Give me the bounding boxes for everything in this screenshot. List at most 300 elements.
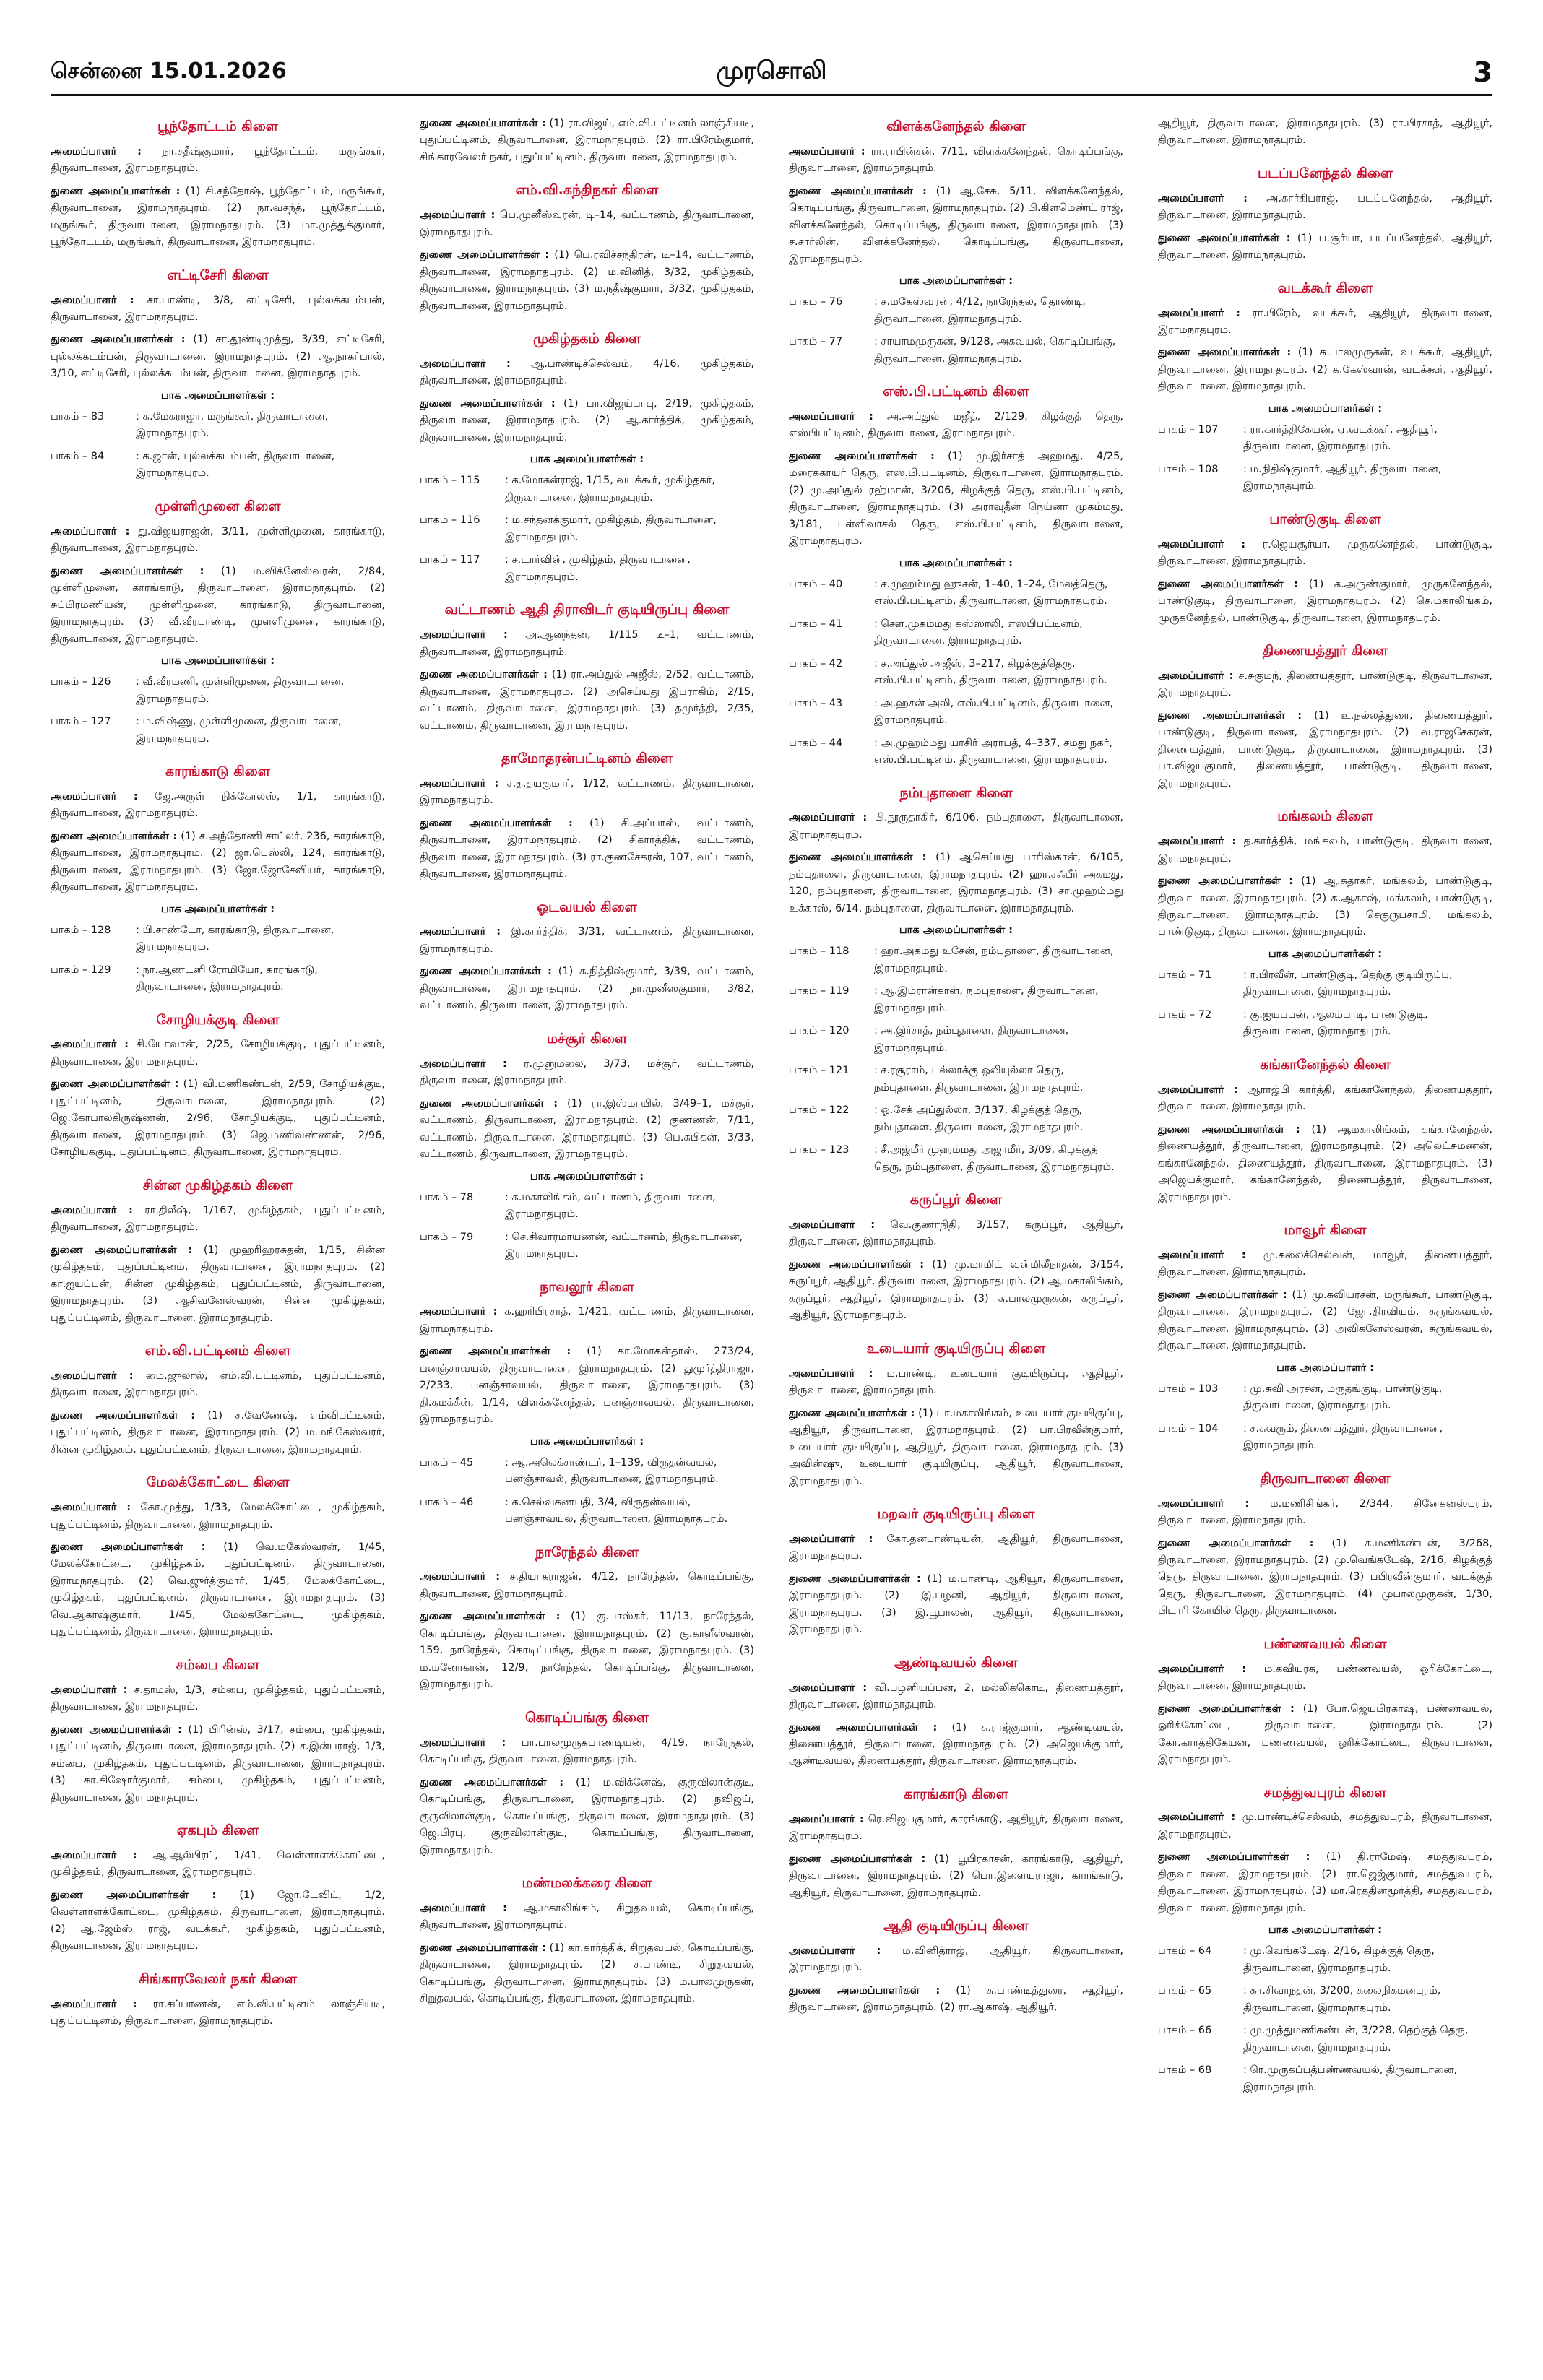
booth-member: : ச.மகேஸ்வரன், 4/12, நாரேந்தல், தொண்டி, திருவாடானை, இராமநாதபுரம். xyxy=(874,296,1086,325)
branch-section xyxy=(1158,116,1492,150)
branch-section xyxy=(420,116,754,166)
member-entry xyxy=(51,144,385,178)
member-details: ரெ.விஜயகுமார், காரங்காடு, ஆதியூர், திருவாடானை, இராமநாதபுரம். xyxy=(789,1813,1123,1843)
booth-member: : நா.ஆண்டனி ரோமியோ, காரங்காடு, திருவாடானை, இராமநாதபுரம். xyxy=(136,964,318,993)
branch-title: எஸ்.பி.பட்டினம் கிளை xyxy=(883,384,1029,400)
role-label: துணை அமைப்பாளர்கள் : xyxy=(51,1889,217,1901)
booth-member: : க.செல்வகணபதி, 3/4, விருதன்வயல், பனஞ்சாவயல், திருவாடானை, இராமநாதபுரம். xyxy=(505,1496,728,1526)
branch-section xyxy=(51,1474,385,1641)
branch-section xyxy=(789,1341,1123,1490)
member-details: அ.கார்கிபராஜ், படப்பனேந்தல், ஆதியூர், திருவாடானை, இராமநாதபுரம். xyxy=(1158,192,1492,222)
booth-heading: பாக அமைப்பாளர்கள் : xyxy=(899,557,1013,569)
branch-section xyxy=(51,498,385,748)
branch-title: திருவாடானை கிளை xyxy=(1260,1470,1391,1487)
member-details: (1) ஆசெய்யது பாரிஸ்கான், 6/105, நம்புதாளை, திருவாடானை, இராமநாதபுரம். (2) ஹா.சஃபீர் அகமது, 120, நம்புதாளை, திருவாடானை, இராமநாதபுரம். (3) சா.முஹம்மது உக்காஸ், 6/14, நம்புதாளை, திருவாடானை, இராமநாதபுரம். xyxy=(789,852,1123,914)
booth-row xyxy=(1158,422,1492,456)
member-entry xyxy=(1158,1122,1492,1206)
member-details: (1) ஆ.சேசு, 5/11, விளக்கனேந்தல், கொடிப்பங்கு, திருவாடானை, இராமநாதபுரம். (2) பி.கிளமெண்ட் ராஜ், விளக்கனேந்தல், கொடிப்பங்கு, திருவாடானை, இராமநாதபுரம். (3) ச.சார்லின், விளக்கனேந்தல், கொடிப்பங்கு, திருவாடானை, இராமநாதபுரம். xyxy=(789,185,1123,265)
member-entry xyxy=(789,1406,1123,1490)
role-label: அமைப்பாளர் : xyxy=(1158,1663,1247,1675)
branch-section xyxy=(789,1192,1123,1325)
member-details: ம.பாண்டி, உடையார் குடியிருப்பு, ஆதியூர், திருவாடானை, இராமநாதபுரம். xyxy=(789,1367,1123,1397)
member-details: (1) சி.அப்பாஸ், வட்டாணம், திருவாடானை, இராமநாதபுரம். (2) சிகார்த்திக், வட்டாணம், திருவாடானை, இராமநாதபுரம். (3) ரா.குணசேகரன், 107, வட்டாணம், திருவாடானை, இராமநாதபுரம். xyxy=(420,817,754,880)
role-label: அமைப்பாளர் : xyxy=(1158,1497,1250,1510)
member-entry xyxy=(1158,1496,1492,1530)
role-label: அமைப்பாளர் : xyxy=(789,410,873,423)
booth-member: : அ.இர்சாத், நம்புதாளை, திருவாடானை, இராமநாதபுரம். xyxy=(874,1025,1069,1054)
paper-name: முரசொலி xyxy=(716,56,827,85)
member-entry xyxy=(51,1242,385,1327)
member-details: கோ.தனபாண்டியன், ஆதியூர், திருவாடானை, இராமநாதபுரம். xyxy=(789,1533,1123,1562)
role-label: துணை அமைப்பாளர்கள் : xyxy=(789,852,927,864)
role-label: துணை அமைப்பாளர்கள் : xyxy=(51,1078,179,1091)
member-entry xyxy=(420,1096,754,1164)
booth-member: : ஓ.சேக் அப்துல்லா, 3/137, கிழக்குத் தெரு, நம்புதாளை, திருவாடானை, இராமநாதபுரம். xyxy=(874,1104,1084,1133)
member-details: மை.ஜுலால், எம்.வி.பட்டினம், புதுப்பட்டினம், திருவாடானை, இராமநாதபுரம். xyxy=(51,1369,385,1399)
booth-number: பாகம் – 68 xyxy=(1158,2064,1212,2077)
member-entry xyxy=(1158,708,1492,792)
role-label: துணை அமைப்பாளர்கள் : xyxy=(420,1097,558,1109)
branch-title: எட்டிசேரி கிளை xyxy=(167,267,269,283)
branch-title: தாமோதரன்பட்டினம் கிளை xyxy=(501,750,673,766)
member-entry xyxy=(420,356,754,390)
member-entry xyxy=(420,1900,754,1934)
member-entry xyxy=(789,409,1123,443)
branch-title: மேலக்கோட்டை கிளை xyxy=(146,1474,290,1491)
booth-row xyxy=(420,1229,754,1263)
member-details: (1) ஆ.சுதாகர், மங்கலம், பாண்டுகுடி, திருவாடானை, இராமநாதபுரம். (2) சு.ஆகாஷ், மங்கலம், பாண்டுகுடி, திருவாடானை, இராமநாதபுரம். (3) செகுருபசாமி, மங்கலம், பாண்டுகுடி, திருவாடானை, இராமநாதபுரம். xyxy=(1158,875,1492,938)
booth-heading: பாக அமைப்பாளர்கள் : xyxy=(530,1435,644,1448)
member-entry xyxy=(1158,1701,1492,1769)
member-details: கோ.முத்து, 1/33, மேலக்கோட்டை, முகிழ்தகம், புதுப்பட்டினம், திருவாடானை, இராமநாதபுரம். xyxy=(51,1502,385,1531)
column-2 xyxy=(420,116,754,2351)
role-label: அமைப்பாளர் : xyxy=(789,1367,873,1380)
branch-section xyxy=(1158,1636,1492,1769)
role-label: அமைப்பாளர் : xyxy=(51,525,130,537)
role-label: துணை அமைப்பாளர்கள் : xyxy=(51,1244,193,1256)
booth-member: : ரெ.முருகப்பத்பண்ணவயல், திருவாடானை, இராமநாதபுரம். xyxy=(1243,2064,1458,2093)
member-entry xyxy=(1158,345,1492,395)
booth-member: : மு.வெங்கடேஷ், 2/16, கிழக்குத் தெரு, திருவாடானை, இராமநாதபுரம். xyxy=(1243,1945,1435,1974)
role-label: அமைப்பாளர் : xyxy=(51,1684,128,1696)
booth-member: : ம.சந்தனக்குமார், முகிழ்தம், திருவாடானை, இராமநாதபுரம். xyxy=(505,514,717,543)
branch-title: உடையார் குடியிருப்பு கிளை xyxy=(866,1340,1046,1356)
booth-number: பாகம் – 79 xyxy=(420,1231,474,1243)
member-entry xyxy=(420,1056,754,1090)
role-label: அமைப்பாளர் : xyxy=(51,1204,133,1216)
member-entry xyxy=(420,207,754,241)
branch-title: கங்கானேந்தல் கிளை xyxy=(1260,1056,1391,1073)
booth-number: பாகம் – 108 xyxy=(1158,463,1219,475)
branch-section xyxy=(51,1343,385,1458)
member-details: ச.தாமஸ், 1/3, சம்பை, முகிழ்தகம், புதுப்பட்டினம், திருவாடானை, இராமநாதபுரம். xyxy=(51,1684,385,1713)
branch-title: நம்புதாளை கிளை xyxy=(899,784,1013,801)
member-details: (1) சு.பாலமுருகன், வடக்கூர், ஆதியூர், திருவாடானை, இராமநாதபுரம். (2) க.கேஸ்வரன், வடக்கூர், ஆதியூர், திருவாடானை, இராமநாதபுரம். xyxy=(1158,347,1492,393)
booth-number: பாகம் – 41 xyxy=(789,618,843,630)
role-label: துணை அமைப்பாளர்கள் : xyxy=(420,118,546,129)
branch-section xyxy=(420,1710,754,1859)
branch-section xyxy=(1158,1785,1492,2097)
member-details: ஆராஜ்பி கார்த்தி, கங்கானேந்தல், திணையத்தூர், திருவாடானை, இராமநாதபுரம். xyxy=(1158,1083,1492,1113)
date-line: சென்னை 15.01.2026 xyxy=(51,58,287,84)
booth-number: பாகம் – 83 xyxy=(51,410,105,423)
member-details: ஆ.ஆல்பிரட், 1/41, வெள்ளாளக்கோட்டை, முகிழ்தகம், திருவாடானை, இராமநாதபுரம். xyxy=(51,1849,385,1879)
member-entry xyxy=(420,776,754,810)
member-entry xyxy=(1158,191,1492,225)
member-entry xyxy=(51,524,385,558)
branch-section xyxy=(420,331,754,586)
member-entry xyxy=(789,1366,1123,1400)
booth-number: பாகம் – 115 xyxy=(420,475,480,487)
branch-title: சம்பை கிளை xyxy=(176,1656,260,1673)
booth-row xyxy=(789,1142,1123,1176)
booth-member: : ரா.கார்த்திகேயன், ஏ.வடக்கூர், ஆதியூர், திருவாடானை, இராமநாதபுரம். xyxy=(1243,423,1438,453)
member-entry xyxy=(51,828,385,896)
role-label: துணை அமைப்பாளர்கள் : xyxy=(51,565,204,577)
branch-title: எம்.வி.பட்டினம் கிளை xyxy=(144,1343,291,1359)
booth-row xyxy=(1158,1943,1492,1977)
booth-member: : கா.சிவாநதன், 3/200, கலைநிகமனபுரம், திருவாடானை, இராமநாதபுரம். xyxy=(1243,1985,1441,2014)
role-label: அமைப்பாளர் : xyxy=(789,1813,864,1825)
booth-member: : ஆ.அலெக்சாண்டர், 1–139, விருதன்வயல், பனஞ்சாவல், திருவாடானை, இராமநாதபுரம். xyxy=(505,1456,719,1486)
member-entry xyxy=(789,1531,1123,1565)
booth-row xyxy=(1158,1983,1492,2017)
booth-row xyxy=(789,616,1123,650)
member-entry xyxy=(1158,537,1492,571)
role-label: அமைப்பாளர் : xyxy=(420,777,499,789)
booth-number: பாகம் – 77 xyxy=(789,336,843,348)
column-4 xyxy=(1158,116,1492,2351)
role-label: அமைப்பாளர் : xyxy=(51,1849,137,1861)
branch-section xyxy=(51,1177,385,1327)
member-details: அ.ஆனந்தன், 1/115 டீ–1, வட்டாணம், திருவாடானை, இராமநாதபுரம். xyxy=(420,629,754,658)
booth-row xyxy=(51,674,385,708)
branch-section xyxy=(51,1657,385,1806)
member-details: ர.ஜெயசூர்யா, முருகனேந்தல், பாண்டுகுடி, திருவாடானை, இராமநாதபுரம். xyxy=(1158,538,1492,568)
role-label: அமைப்பாளர் : xyxy=(51,1998,137,2010)
booth-number: பாகம் – 42 xyxy=(789,657,843,670)
branch-section xyxy=(789,785,1123,1177)
member-details: (1) சு.பாண்டித்துரை, ஆதியூர், திருவாடானை, இராமநாதபுரம். (2) ரா.ஆகாஷ், ஆதியூர், xyxy=(789,1984,1123,2014)
role-label: துணை அமைப்பாளர்கள் : xyxy=(1158,1289,1287,1301)
booth-member: : ம.விஷ்ணு, முள்ளிமுனை, திருவாடானை, இராமநாதபுரம். xyxy=(136,716,342,745)
branch-title: பண்ணவயல் கிளை xyxy=(1263,1635,1387,1652)
member-details: (1) மு.இர்சாத் அஹமது, 4/25, மரைக்காயர் தெரு, எஸ்.பி.பட்டினம், திருவாடானை, இராமநாதபுரம். (2) மு.அப்துல் ரஹ்மான், 3/206, கிழக்குத் தெரு, எஸ்.பி.பட்டினம், திருவாடானை, இராமநாதபுரம். (3) அராவுதீன் நெய்னா முகம்மது, 3/181, பள்ளிவாசல் தெரு, எஸ்.பி.பட்டினம், திருவாடானை, இராமநாதபுரம். xyxy=(789,450,1123,548)
booth-number: பாகம் – 104 xyxy=(1158,1422,1219,1435)
role-label: துணை அமைப்பாளர்கள் : xyxy=(420,1942,546,1954)
member-entry xyxy=(1158,576,1492,627)
booth-number: பாகம் – 46 xyxy=(420,1496,474,1508)
member-entry xyxy=(1158,306,1492,339)
role-label: அமைப்பாளர் : xyxy=(1158,307,1240,319)
page-number: 3 xyxy=(1473,56,1492,88)
member-details: ஆ.மகாலிங்கம், சிறுதவயல், கொடிப்பங்கு, திருவாடானை, இராமநாதபுரம். xyxy=(420,1902,754,1931)
branch-title: திணையத்தூர் கிளை xyxy=(1262,643,1388,659)
member-entry xyxy=(420,396,754,446)
branch-section xyxy=(51,1012,385,1161)
branch-title: பாண்டுகுடி கிளை xyxy=(1269,511,1381,527)
member-details: ஆதியூர், திருவாடானை, இராமநாதபுரம். (3) ரா.பிரசாத், ஆதியூர், திருவாடானை, இராமநாதபுரம். xyxy=(1158,118,1492,147)
role-label: துணை அமைப்பாளர்கள் : xyxy=(51,185,181,197)
booth-member: : அ.ஹசன் அலி, எஸ்.பி.பட்டினம், திருவாடானை, இராமநாதபுரம். xyxy=(874,697,1114,727)
booth-member: : ஹா.அகமது உசேன், நம்புதாளை, திருவாடானை, இராமநாதபுரம். xyxy=(874,945,1114,974)
member-entry xyxy=(1158,1849,1492,1917)
role-label: துணை அமைப்பாளர்கள் : xyxy=(51,1541,206,1553)
branch-section xyxy=(1158,280,1492,496)
role-label: துணை அமைப்பாளர்கள் : xyxy=(1158,232,1291,244)
booth-row xyxy=(420,1190,754,1224)
branch-section xyxy=(420,1279,754,1528)
booth-row xyxy=(51,962,385,996)
member-details: ச.த.தயகுமார், 1/12, வட்டாணம், திருவாடானை, இராமநாதபுரம். xyxy=(420,777,754,807)
role-label: அமைப்பாளர் : xyxy=(51,1039,129,1051)
branch-title: ஓடவயல் கிளை xyxy=(537,899,637,915)
role-label: துணை அமைப்பாளர்கள் : xyxy=(420,397,556,410)
booth-row xyxy=(789,735,1123,769)
member-details: (1) தி.ராமேஷ், சமத்துவபுரம், திருவாடானை, இராமநாதபுரம். (2) ரா.ஜெஜ்குமார், சமத்துவபுரம், திருவாடானை, இராமநாதபுரம். (3) மா.ரெத்தினமூர்த்தி, சமத்துவபுரம், திருவாடானை, இராமநாதபுரம். xyxy=(1158,1851,1492,1914)
booth-number: பாகம் – 128 xyxy=(51,924,111,936)
booth-number: பாகம் – 121 xyxy=(789,1065,850,1077)
booth-number: பாகம் – 64 xyxy=(1158,1945,1212,1957)
branch-title: பூந்தோட்டம் கிளை xyxy=(157,118,278,134)
booth-number: பாகம் – 72 xyxy=(1158,1008,1212,1021)
branch-section xyxy=(420,899,754,1015)
branch-title: வடக்கூர் கிளை xyxy=(1277,280,1373,296)
booth-row xyxy=(420,512,754,546)
role-label: அமைப்பாளர் : xyxy=(789,1533,873,1545)
member-entry xyxy=(51,1887,385,1955)
booth-row xyxy=(1158,967,1492,1001)
member-details: (1) வி.மணிகண்டன், 2/59, சோழியக்குடி, புதுப்பட்டினம், திருவாடானை, இராமநாதபுரம். (2) ஜெ.கோபாலகிருஷ்ணன், 2/96, சோழியக்குடி, புதுப்பட்டினம், திருவாடானை, இராமநாதபுரம். (3) ஜெ.மணிவண்ணன், 2/96, சோழியக்குடி, புதுப்பட்டினம், திருவாடானை, இராமநாதபுரம். xyxy=(51,1078,385,1159)
role-label: அமைப்பாளர் : xyxy=(420,209,496,222)
role-label: துணை அமைப்பாளர்கள் : xyxy=(789,1984,941,1996)
booth-heading: பாக அமைப்பாளர்கள் : xyxy=(160,389,275,402)
role-label: துணை அமைப்பாளர்கள் : xyxy=(420,1611,561,1623)
branch-title: நாரேந்தல் கிளை xyxy=(535,1544,639,1560)
member-details: வெ.குணாநிதி, 3/157, கருப்பூர், ஆதியூர், திருவாடானை, இராமநாதபுரம். xyxy=(789,1219,1123,1248)
booth-member: : சீ.அஜ்மீர் முஹம்மது அஜாமீர், 3/09, கிழக்குத் தெரு, நம்புதாளை, திருவாடானை, இராமநாதபுரம். xyxy=(874,1144,1115,1173)
member-details: (1) ரா.விஜய், எம்.வி.பட்டினம் லாஞ்சியடி, புதுப்பட்டினம், திருவாடானை, இராமநாதபுரம். (2) ரா.பிரேம்குமார், சிங்காரவேலர் நகர், புதுப்பட்டினம், திருவாடானை, இராமநாதபுரம். xyxy=(420,118,754,163)
member-details: (1) பா.மகாலிங்கம், உடையார் குடியிருப்பு, ஆதியூர், திருவாடானை, இராமநாதபுரம். (2) பா.பிரவீன்குமார், உடையார் குடியிருப்பு, ஆதியூர், திருவாடானை, இராமநாதபுரம். (3) அவின்ஷு, உடையார் குடியிருப்பு, ஆதியூர், திருவாடானை, இராமநாதபுரம். xyxy=(789,1407,1123,1487)
role-label: அமைப்பாளர் : xyxy=(1158,1249,1246,1261)
member-details: (1) ம.விக்னேஷ், குருவிலான்குடி, கொடிப்பங்கு, திருவாடானை, இராமநாதபுரம். (2) நவிஜய், குருவிலான்குடி, கொடிப்பங்கு, திருவாடானை, இராமநாதபுரம். (3) ஜெ.பிரபு, குருவிலான்குடி, கொடிப்பங்கு, திருவாடானை, இராமநாதபுரம். xyxy=(420,1776,754,1856)
booth-member: : ம.நிதிஷ்குமார், ஆதியூர், திருவாடானை, இராமநாதபுரம். xyxy=(1243,463,1442,493)
branch-section xyxy=(789,1918,1123,2017)
booth-member: : வீ.வீரமணி, முள்ளிமுனை, திருவாடானை, இராமநாதபுரம். xyxy=(136,676,345,705)
member-entry xyxy=(420,1343,754,1428)
member-details: ரா.திலீஷ், 1/167, முகிழ்தகம், புதுப்பட்டினம், திருவாடானை, இராமநாதபுரம். xyxy=(51,1204,385,1234)
booth-member: : சாயாமமுருகன், 9/128, அகவயல், கொடிப்பங்கு, திருவாடானை, இராமநாதபுரம். xyxy=(874,336,1116,365)
branch-section xyxy=(420,1031,754,1263)
role-label: அமைப்பாளர் : xyxy=(420,1057,507,1070)
member-entry xyxy=(420,667,754,735)
member-details: (1) உ.நல்லத்துரை, திணையத்தூர், பாண்டுகுடி, திருவாடானை, இராமநாதபுரம். (2) வ.ராஜசேகரன், திணையத்தூர், பாண்டுகுடி, திருவாடானை, இராமநாதபுரம். (3) பா.விஜயகுமார், திணையத்தூர், பாண்டுகுடி, திருவாடானை, இராமநாதபுரம். xyxy=(1158,709,1492,789)
role-label: துணை அமைப்பாளர்கள் : xyxy=(420,249,550,261)
member-details: (1) ச.வேணேஷ், எம்விபட்டினம், புதுப்பட்டினம், திருவாடானை, இராமநாதபுரம். (2) ம.மங்கேஸ்வரர், சின்ன முகிழ்தகம், புதுப்பட்டினம், திருவாடானை, இராமநாதபுரம். xyxy=(51,1409,385,1455)
branch-section xyxy=(51,1822,385,1955)
booth-number: பாகம் – 45 xyxy=(420,1456,474,1468)
member-entry xyxy=(1158,873,1492,941)
booth-row xyxy=(420,1494,754,1528)
booth-row xyxy=(789,1063,1123,1096)
member-entry xyxy=(420,964,754,1014)
branch-title: நாவலூர் கிளை xyxy=(540,1278,634,1295)
member-entry xyxy=(420,815,754,883)
member-details: (1) முஹரிஹரசுதன், 1/15, சின்ன முகிழ்தகம், புதுப்பட்டினம், திருவாடானை, இராமநாதபுரம். (2) கா.ஐயப்பன், சின்ன முகிழ்தகம், புதுப்பட்டினம், திருவாடானை, இராமநாதபுரம். (3) ஆசிவனேஸ்வரன், சின்ன முகிழ்தகம், புதுப்பட்டினம், திருவாடானை, இராமநாதபுரம். xyxy=(51,1244,385,1324)
role-label: துணை அமைப்பாளர்கள் : xyxy=(789,1721,938,1734)
booth-heading: பாக அமைப்பாளர்கள் : xyxy=(160,903,275,915)
branch-title: கருப்பூர் கிளை xyxy=(909,1192,1003,1208)
booth-heading: பாக அமைப்பாளர் : xyxy=(1276,1362,1374,1374)
member-entry xyxy=(51,1682,385,1716)
role-label: அமைப்பாளர் : xyxy=(1158,192,1248,204)
member-details: (1) ஆமகாலிங்கம், கங்கானேந்தல், திணையத்தூர், திருவாடானை, இராமநாதபுரம். (2) அலெட்சுமணன், கங்கானேந்தல், திணையத்தூர், திருவாடானை, இராமநாதபுரம். (3) அஜெயக்குமார், கங்கானேந்தல், திணையத்தூர், திருவாடானை, இராமநாதபுரம். xyxy=(1158,1123,1492,1203)
member-details: நா.சதீஷ்குமார், பூந்தோட்டம், மருங்கூர், திருவாடானை, இராமநாதபுரம். xyxy=(51,145,385,175)
role-label: துணை அமைப்பாளர்கள் : xyxy=(789,450,935,462)
member-details: சா.பாண்டி, 3/8, எட்டிசேரி, புல்லக்கடம்பன், திருவாடானை, இராமநாதபுரம். xyxy=(51,294,385,323)
booth-row xyxy=(51,922,385,956)
branch-section xyxy=(789,1506,1123,1639)
member-details: (1) கு.பாஸ்கர், 11/13, நாரேந்தல், கொடிப்பங்கு, திருவாடானை, இராமநாதபுரம். (2) கு.காளீஸ்வரன், 159, நாரேந்தல், கொடிப்பங்கு, திருவாடானை, இராமநாதபுரம். (3) ம.மனோகரன், 12/9, நாரேந்தல், கொடிப்பங்கு, திருவாடானை, இராமநாதபுரம். xyxy=(420,1611,754,1691)
branch-section xyxy=(420,1875,754,2008)
booth-row xyxy=(51,714,385,748)
member-details: (1) போ.ஜெயபிரகாஷ், பண்ணவயல், ஓரிக்கோட்டை, திருவாடானை, இராமநாதபுரம். (2) கோ.கார்த்திகேயன், பண்ணவயல், ஓரிக்கோட்டை, திருவாடானை, இராமநாதபுரம். xyxy=(1158,1702,1492,1766)
member-entry xyxy=(51,789,385,823)
member-details: து.விஜயராஜன், 3/11, முள்ளிமுனை, காரங்காடு, திருவாடானை, இராமநாதபுரம். xyxy=(51,525,385,555)
booth-number: பாகம் – 126 xyxy=(51,676,111,688)
member-details: பா.பாலமுருகபாண்டியன், 4/19, நாரேந்தல், கொடிப்பங்கு, திருவாடானை, இராமநாதபுரம். xyxy=(420,1736,754,1766)
booth-row xyxy=(51,409,385,443)
member-details: (1) ரா.அப்துல் அஜீஸ், 2/52, வட்டாணம், திருவாடானை, இராமநாதபுரம். (2) அசெய்யது இப்ராகிம், 2/15, வட்டாணம், திருவாடானை, இராமநாதபுரம். (3) தமுர்த்தி, 2/35, வட்டாணம், திருவாடானை, இராமநாதபுரம். xyxy=(420,669,754,732)
role-label: அமைப்பாளர் : xyxy=(51,1369,134,1382)
booth-row xyxy=(789,656,1123,690)
member-entry xyxy=(51,563,385,648)
branch-section xyxy=(51,763,385,996)
member-details: ஆ.பாண்டிச்செல்வம், 4/16, முகிழ்தகம், திருவாடானை, இராமநாதபுரம். xyxy=(420,358,754,387)
booth-row xyxy=(1158,2062,1492,2096)
branch-title: ஆண்டிவயல் கிளை xyxy=(894,1654,1018,1671)
branch-section xyxy=(789,1655,1123,1770)
branch-title: விளக்கனேந்தல் கிளை xyxy=(886,118,1026,134)
booth-row xyxy=(789,1023,1123,1057)
booth-row xyxy=(51,449,385,483)
booth-number: பாகம் – 103 xyxy=(1158,1382,1219,1395)
booth-member: : சு.மேகராஜா, மருங்கூர், திருவாடானை, இராமநாதபுரம். xyxy=(136,410,329,440)
role-label: துணை அமைப்பாளர்கள் : xyxy=(1158,709,1302,722)
member-details: (1) சி.சந்தோஷ், பூந்தோட்டம், மருங்கூர், திருவாடானை, இராமநாதபுரம். (2) நா.வசந்த், பூந்தோட்டம், மருங்கூர், திருவாடானை, இராமநாதபுரம். (3) மா.முத்துக்குமார், பூந்தோட்டம், மருங்கூர், திருவாடானை, இராமநாதபுரம். xyxy=(51,185,385,248)
booth-row xyxy=(789,576,1123,610)
role-label: துணை அமைப்பாளர்கள் : xyxy=(51,334,186,346)
booth-heading: பாக அமைப்பாளர்கள் : xyxy=(1268,402,1383,415)
role-label: துணை அமைப்பாளர்கள் : xyxy=(420,1346,571,1358)
booth-row xyxy=(789,294,1123,328)
booth-member: : ஆ.இம்ரான்கான், நம்புதாளை, திருவாடானை, இராமநாதபுரம். xyxy=(874,985,1099,1014)
booth-member: : க.மோகன்ராஜ், 1/15, வடக்கூர், முகிழ்தகர், திருவாடானை, இராமநாதபுரம். xyxy=(505,475,715,503)
booth-row xyxy=(789,334,1123,368)
member-details: (1) ம.பாண்டி, ஆதியூர், திருவாடானை, இராமநாதபுரம். (2) இ.பழனி, ஆதியூர், திருவாடானை, இராமநாதபுரம். (3) இ.பூபாலன், ஆதியூர், திருவாடானை, இராமநாதபுரம். xyxy=(789,1572,1123,1636)
role-label: துணை அமைப்பாளர்கள் : xyxy=(51,1409,196,1421)
branch-section xyxy=(1158,643,1492,792)
branch-title: முள்ளிமுனை கிளை xyxy=(155,498,281,514)
branch-title: எம்.வி.கந்திநகர் கிளை xyxy=(515,182,659,199)
booth-member: : சௌ.முகம்மது கஸ்ஸாலி, எஸ்பிபட்டினம், திருவாடானை, இராமநாதபுரம். xyxy=(874,618,1083,647)
role-label: அமைப்பாளர் : xyxy=(420,926,501,938)
member-entry xyxy=(1158,834,1492,867)
booth-heading: பாக அமைப்பாளர்கள் : xyxy=(1268,1924,1383,1937)
branch-title: மாவூர் கிளை xyxy=(1284,1222,1367,1239)
member-entry xyxy=(51,293,385,326)
member-entry xyxy=(420,1775,754,1859)
branch-title: சோழியக்குடி கிளை xyxy=(156,1011,280,1028)
branch-section xyxy=(1158,1057,1492,1206)
article-columns xyxy=(51,116,1492,2351)
role-label: துணை அமைப்பாளர்கள் : xyxy=(789,1407,915,1419)
member-entry xyxy=(420,1569,754,1603)
member-details: மு.பாண்டிச்செல்வம், சமத்துவபுரம், திருவாடானை, இராமநாதபுரம். xyxy=(1158,1812,1492,1840)
booth-row xyxy=(420,552,754,586)
booth-number: பாகம் – 40 xyxy=(789,578,843,590)
member-details: (1) ச.அந்தோணி சாட்லர், 236, காரங்காடு, திருவாடானை, இராமநாதபுரம். (2) ஜா.பெஸ்லி, 124, காரங்காடு, திருவாடானை, இராமநாதபுரம். (3) ஜோ.ஜோசேவியர், காரங்காடு, திருவாடானை, இராமநாதபுரம். xyxy=(51,830,385,893)
member-entry xyxy=(789,144,1123,178)
branch-title: காரங்காடு கிளை xyxy=(904,1786,1008,1802)
booth-number: பாகம் – 65 xyxy=(1158,1985,1212,1997)
branch-section xyxy=(1158,808,1492,1041)
member-entry xyxy=(789,1720,1123,1770)
branch-section xyxy=(420,750,754,883)
booth-heading: பாக அமைப்பாளர்கள் : xyxy=(530,454,644,466)
member-details: (1) சு.ராஜ்குமார், ஆண்டிவயல், திணையத்தூர், திருவாடானை, இராமநாதபுரம். (2) அஜெயக்குமார், ஆண்டிவயல், திணையத்தூர், திருவாடானை, இராமநாதபுரம். xyxy=(789,1721,1123,1767)
branch-title: காரங்காடு கிளை xyxy=(165,763,270,779)
branch-title: ஆதி குடியிருப்பு கிளை xyxy=(883,1918,1029,1934)
branch-section xyxy=(789,1786,1123,1902)
role-label: துணை அமைப்பாளர்கள் : xyxy=(1158,347,1292,359)
branch-section xyxy=(420,1544,754,1694)
member-entry xyxy=(789,1680,1123,1714)
member-details: (1) மு.மாமிட் வன்மிலீநாதன், 3/154, கருப்பூர், ஆதியூர், திருவாடானை, இராமநாதபுரம். (2) ஆ.மகாலிங்கம், கருப்பூர், ஆதியூர், இராமநாதபுரம். (3) சு.பாலமுருகன், கருப்பூர், ஆதியூர், இராமநாதபுரம். xyxy=(789,1258,1123,1322)
booth-member: : ர.பிரவீன், பாண்டுகுடி, தெற்கு குடியிருப்பு, திருவாடானை, இராமநாதபுரம். xyxy=(1243,969,1453,998)
member-entry xyxy=(420,247,754,315)
booth-number: பாகம் – 78 xyxy=(420,1191,474,1203)
member-details: பெ.முனீஸ்வரன், டி–14, வட்டாணம், திருவாடானை, இராமநாதபுரம். xyxy=(420,209,754,238)
member-details: ச.தியாகராஜன், 4/12, நாரேந்தல், கொடிப்பங்கு, திருவாடானை, இராமநாதபுரம். xyxy=(420,1571,754,1600)
role-label: அமைப்பாளர் : xyxy=(51,790,138,802)
role-label: அமைப்பாளர் : xyxy=(789,812,868,824)
member-details: ம.கவியரசு, பண்ணவயல், ஓரிக்கோட்டை, திருவாடானை, இராமநாதபுரம். xyxy=(1158,1663,1492,1692)
booth-member: : ச.முஹம்மது ஹுசன், 1–40, 1–24, மேலத்தெரு, எஸ்.பி.பட்டினம், திருவாடானை, இராமநாதபுரம். xyxy=(874,578,1108,607)
booth-member: : மு.சுவி அரசன், மருதங்குடி, பாண்டுகுடி, திருவாடானை, இராமநாதபுரம். xyxy=(1243,1382,1443,1412)
member-entry xyxy=(51,1500,385,1533)
member-entry xyxy=(51,1037,385,1070)
booth-row xyxy=(1158,462,1492,496)
booth-member: : ச.ரசூராம், பல்லாக்கு ஒலியுல்லா தெரு, நம்புதாளை, திருவாடானை, இராமநாதபுரம். xyxy=(874,1065,1084,1094)
role-label: அமைப்பாளர் : xyxy=(1158,538,1246,550)
role-label: அமைப்பாளர் : xyxy=(789,145,865,157)
branch-section xyxy=(1158,1471,1492,1620)
booth-row xyxy=(420,472,754,506)
member-details: பி.நூருதாகிர், 6/106, நம்புதாளை, திருவாடானை, இராமநாதபுரம். xyxy=(789,812,1123,841)
booth-number: பாகம் – 120 xyxy=(789,1025,850,1037)
role-label: துணை அமைப்பாளர்கள் : xyxy=(51,1723,182,1736)
branch-section xyxy=(789,384,1123,769)
role-label: துணை அமைப்பாளர்கள் : xyxy=(420,817,573,829)
booth-row xyxy=(789,1102,1123,1136)
member-entry xyxy=(420,116,754,166)
member-entry xyxy=(789,183,1123,268)
booth-row xyxy=(1158,1381,1492,1415)
member-details: (1) பிரின்ஸ், 3/17, சம்பை, முகிழ்தகம், புதுப்பட்டினம், திருவாடானை, இராமநாதபுரம். (2) ச.இன்பராஜ், 1/3, சம்பை, முகிழ்தகம், புதுப்பட்டினம், திருவாடானை, இராமநாதபுரம். (3) கா.கிஷோர்குமார், சம்பை, முகிழ்தகம், புதுப்பட்டினம், திருவாடானை, இராமநாதபுரம். xyxy=(51,1723,385,1804)
branch-title: முகிழ்தகம் கிளை xyxy=(532,331,641,347)
booth-number: பாகம் – 118 xyxy=(789,945,850,958)
